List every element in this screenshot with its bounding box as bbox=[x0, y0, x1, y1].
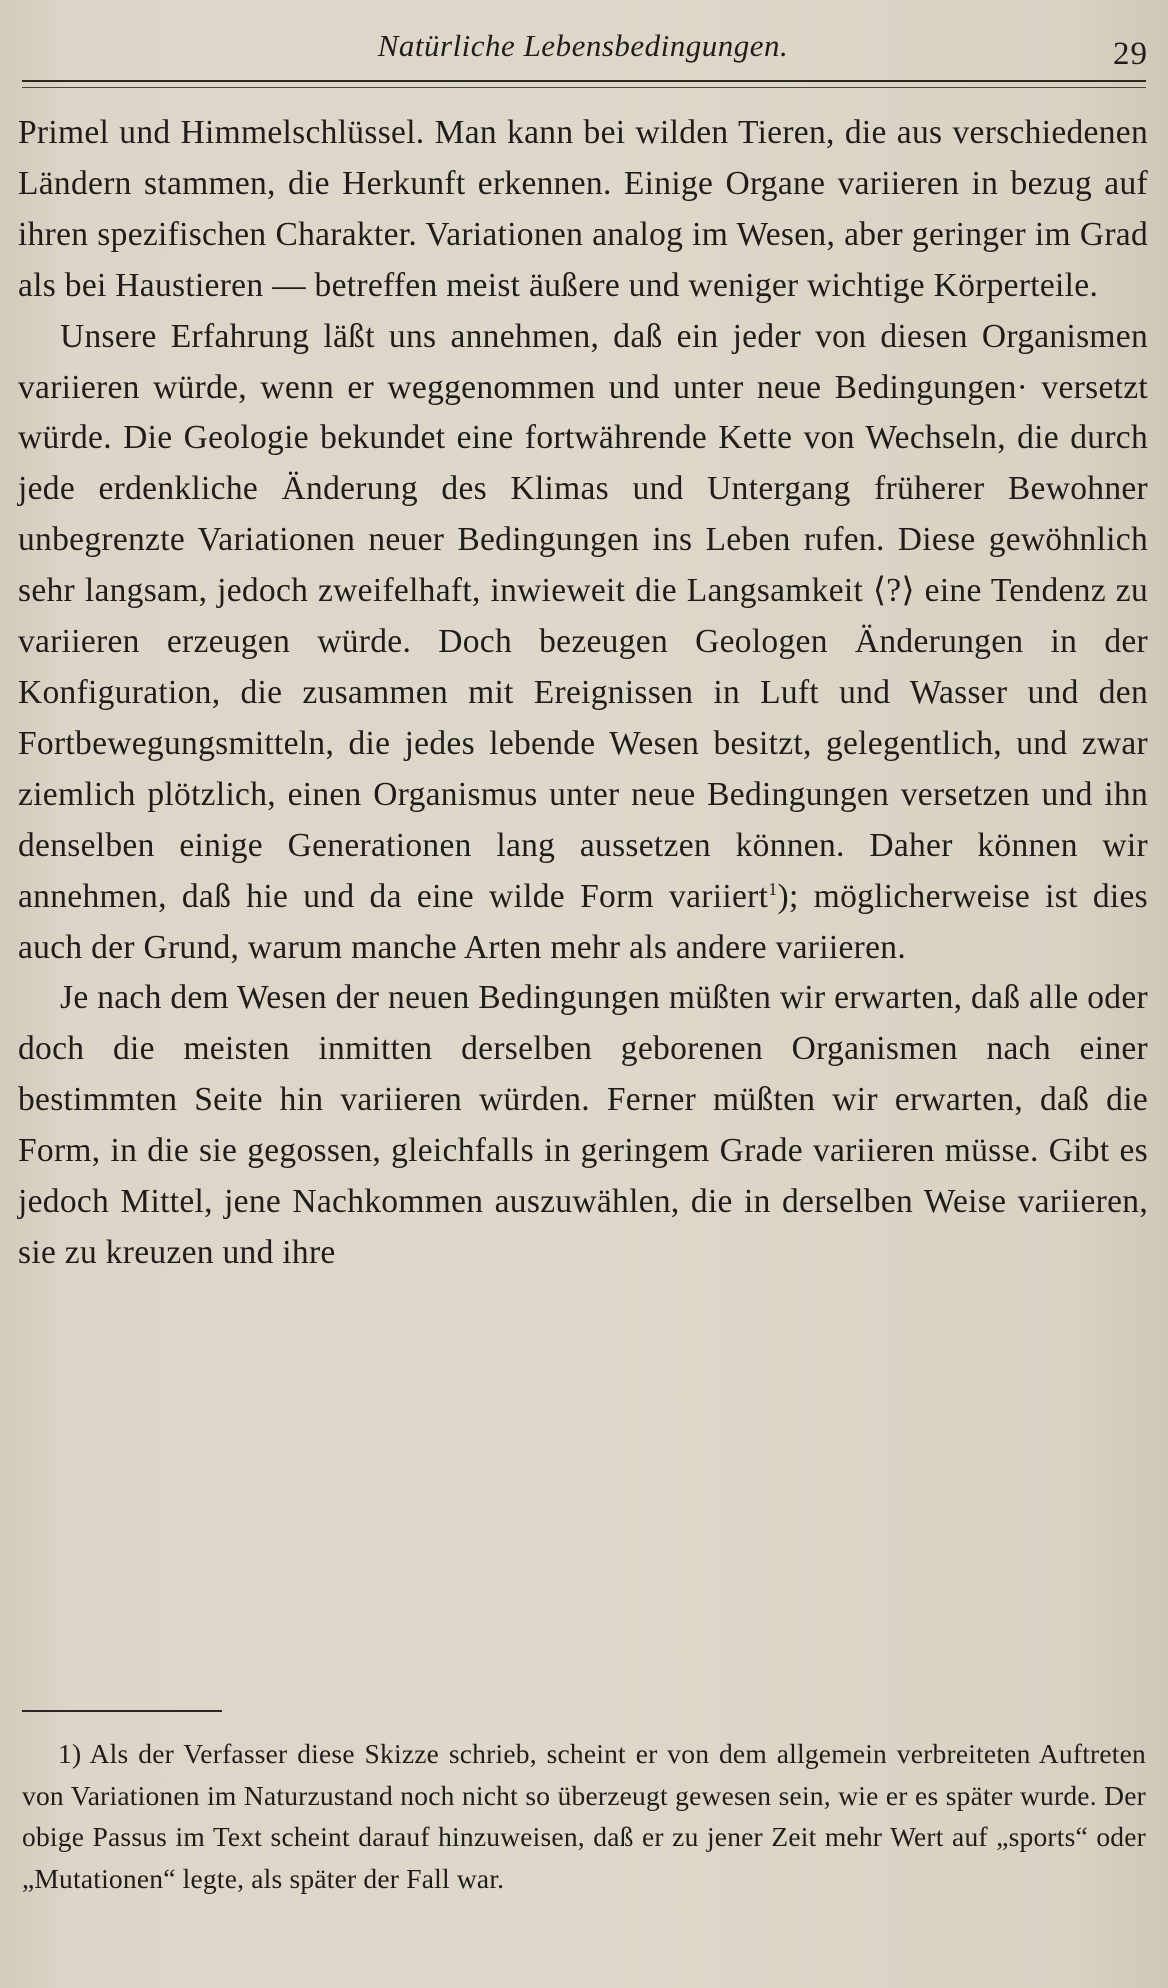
footnote-reference: 1 bbox=[768, 878, 778, 899]
paragraph-2 bbox=[18, 312, 1148, 974]
running-title: Natürliche Lebensbedingungen. bbox=[377, 28, 789, 63]
paragraph-3: Je nach dem Wesen der neuen Bedingungen müßten wir erwarten, daß alle oder doch die meisten inmitten derselben geborenen Organismen nach einer bestimmten Seite hin variieren würden. Ferner müßten wir erwarten, daß die Form, in die sie gegossen, gleichfalls in geringem Grade variieren müsse. Gibt es jedoch Mittel, jene Nachkommen auszuwählen, die in derselben Weise variieren, sie zu kreuzen und ihre bbox=[18, 979, 1148, 1271]
header-rule bbox=[22, 80, 1146, 82]
header-rule-thin bbox=[22, 87, 1146, 88]
footnote: 1) Als der Verfasser diese Skizze schrieb, scheint er von dem allgemein verbreiteten Auftreten von Variationen im Naturzustand noch nicht so überzeugt gewesen sein, wie er es später wurde. Der obige Passus im Text scheint darauf hinzuweisen, daß er zu jener Zeit mehr Wert auf „sports“ oder „Mutationen“ legte, als später der Fall war. bbox=[22, 1738, 1146, 1894]
paragraph-2-text: Unsere Erfahrung läßt uns annehmen, daß ein jeder von diesen Organismen variieren würde, wenn er weggenommen und unter neue Bedingungen· versetzt würde. Die Geologie bekundet eine fortwährende Kette von Wechseln, die durch jede erdenkliche Änderung des Klimas und Untergang früherer Bewohner unbegrenzte Variationen neuer Bedingungen ins Leben rufen. Diese gewöhnlich sehr langsam, jedoch zweifelhaft, inwieweit die Langsamkeit ⟨?⟩ eine Tendenz zu variieren erzeugen würde. Doch bezeugen Geologen Änderungen in der Konfiguration, die zusammen mit Ereignissen in Luft und Wasser und den Fortbewegungsmitteln, die jedes lebende Wesen besitzt, gelegentlich, und zwar ziemlich plötzlich, einen Organismus unter neue Bedingungen versetzen und ihn denselben einige Generationen lang aussetzen können. Daher können wir annehmen, daß hie und da eine wilde Form variiert bbox=[18, 317, 1148, 915]
paragraph-1: Primel und Himmelschlüssel. Man kann bei wilden Tieren, die aus verschiedenen Ländern stammen, die Herkunft erkennen. Einige Organe variieren in bezug auf ihren spezifischen Charakter. Variationen analog im Wesen, aber geringer im Grad als bei Haustieren — betreffen meist äußere und weniger wichtige Körperteile. bbox=[18, 114, 1148, 304]
footnote-rule bbox=[22, 1710, 222, 1712]
page-number: 29 bbox=[1113, 36, 1148, 72]
paragraph-2-tail: ); möglicherweise ist dies auch der Grund, warum manche Arten mehr als andere variieren. bbox=[18, 877, 1148, 966]
page-header bbox=[18, 24, 1148, 74]
body-text bbox=[18, 108, 1148, 1279]
